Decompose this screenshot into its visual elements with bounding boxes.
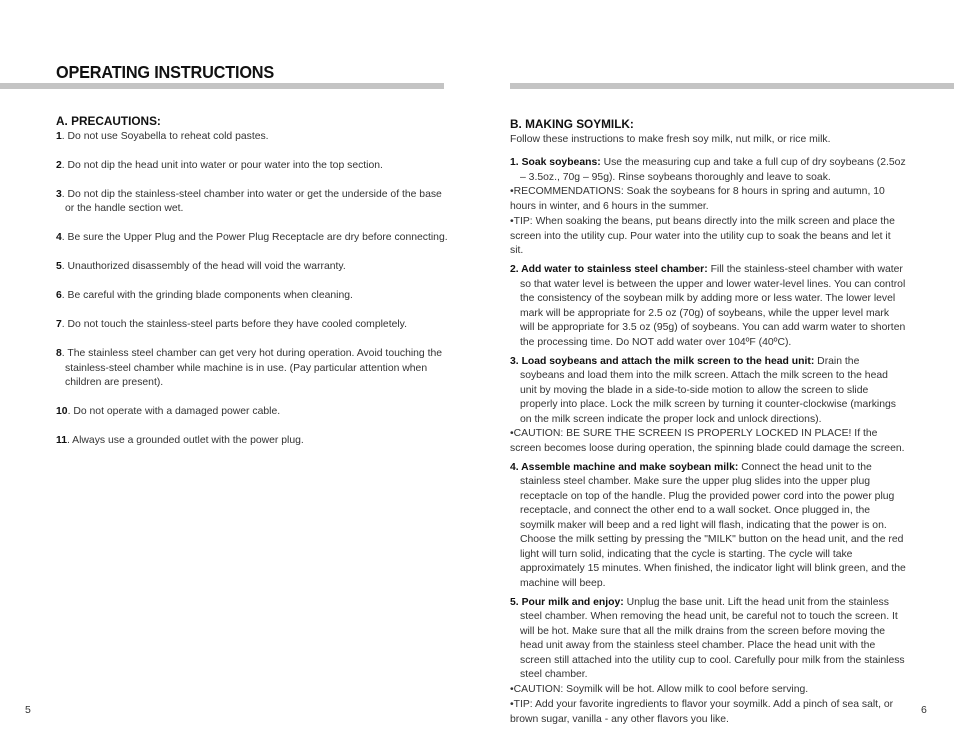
step-text: Connect the head unit to the stainless steel chamber. Make sure the upper plug slides into the upper plug receptacle on top of the handle. Plug the provided power cord into the power plug receptacle, and connect the other end to a wall socket. Once plugged in, the soymilk maker will beep and a red light will flash, indicating that the power is on. Choose the milk setting by pressing the "MILK" button on the head unit, and the red light will turn solid, indicating that the cycle is starting. The cycle will take approximately 15 minutes. When finished, the indicator light will blink green, and the machine will beep.	[520, 461, 906, 589]
precautions-heading: A. PRECAUTIONS:	[56, 114, 161, 128]
step-notes	[510, 683, 906, 728]
precaution-item	[56, 130, 448, 145]
precaution-text: . Do not dip the head unit into water or pour water into the top section.	[61, 159, 383, 171]
precaution-text: . Do not touch the stainless-steel parts before they have cooled completely.	[61, 319, 407, 330]
page-title: OPERATING INSTRUCTIONS	[56, 62, 275, 82]
step-number: 2.	[510, 264, 522, 275]
precaution-text: . Unauthorized disassembly of the head will void the warranty.	[61, 261, 346, 272]
precaution-item	[56, 289, 448, 304]
step-body	[510, 461, 906, 592]
precautions-section	[56, 114, 448, 463]
precaution-item	[56, 434, 448, 449]
step-text: Use the measuring cup and take a full cup of dry soybeans (2.5oz – 3.5oz., 70g – 95g). Rinse soybeans thoroughly and leave to soak.	[520, 157, 906, 183]
precaution-number: 1	[56, 130, 62, 142]
precaution-item	[56, 188, 448, 217]
soymilk-step	[510, 596, 906, 728]
precaution-number: 3	[56, 188, 62, 200]
precaution-number: 4	[56, 232, 62, 243]
precaution-item	[56, 260, 448, 275]
step-lead: Add water to stainless steel chamber:	[521, 264, 708, 275]
page-number-right: 6	[921, 704, 927, 716]
step-number: 4.	[510, 461, 522, 473]
title-divider-left	[0, 83, 444, 89]
precaution-number: 8	[56, 348, 62, 359]
title-divider-right	[510, 83, 954, 89]
precaution-item	[56, 159, 448, 174]
soymilk-section	[510, 117, 906, 732]
precautions-list	[56, 130, 448, 449]
step-body	[510, 156, 906, 185]
step-note: •TIP: Add your favorite ingredients to flavor your soymilk. Add a pinch of sea salt, or brown sugar, vanilla - any other flavors you like.	[510, 699, 894, 725]
precaution-item	[56, 405, 448, 420]
precaution-text: . Be careful with the grinding blade components when cleaning.	[61, 290, 353, 301]
step-body	[510, 596, 906, 683]
precaution-text: . Always use a grounded outlet with the power plug.	[66, 435, 304, 446]
precaution-text: . Do not operate with a damaged power cable.	[67, 406, 281, 417]
precaution-number: 11	[56, 435, 67, 446]
precaution-number: 2	[56, 159, 62, 171]
step-body	[510, 263, 906, 350]
precaution-text: . Do not dip the stainless-steel chamber into water or get the underside of the base or the handle section wet.	[61, 188, 442, 214]
step-text: Unplug the base unit. Lift the head unit from the stainless steel chamber. When removing the head unit, be careful not to touch the screen. It will be hot. Make sure that all the milk drains from the screen before moving the head unit away from the stainless steel chamber. Place the head unit with the screen still attached into the utility cup to cool. Carefully pour milk from the stainless steel chamber.	[520, 596, 905, 680]
precaution-item	[56, 318, 448, 333]
step-number: 1.	[510, 157, 522, 168]
step-text: Drain the soybeans and load them into the milk screen. Attach the milk screen to the head unit by moving the blade in a side-to-side motion to allow the screen to slide properly into place. Lock the milk screen by turning it counter-clockwise (markings on the milk screen indicate the proper lock and unlock directions).	[520, 355, 896, 425]
soymilk-intro: Follow these instructions to make fresh soy milk, nut milk, or rice milk.	[510, 133, 831, 145]
soymilk-step	[510, 461, 906, 592]
step-lead: Pour milk and enjoy:	[521, 596, 624, 608]
step-lead: Soak soybeans:	[521, 157, 601, 168]
precaution-item	[56, 347, 448, 391]
step-lead: Assemble machine and make soybean milk:	[521, 461, 739, 473]
step-notes	[510, 427, 906, 456]
step-note: •RECOMMENDATIONS: Soak the soybeans for 8 hours in spring and autumn, 10 hours in winter, and 6 hours in the summer.	[510, 186, 885, 212]
step-note: •CAUTION: BE SURE THE SCREEN IS PROPERLY LOCKED IN PLACE! If the screen becomes loose during operation, the spinning blade could damage the screen.	[510, 428, 905, 454]
step-note: •CAUTION: Soymilk will be hot. Allow milk to cool before serving.	[510, 683, 809, 695]
precaution-item	[56, 231, 448, 246]
page-number-left: 5	[25, 704, 31, 716]
soymilk-heading: B. MAKING SOYMILK:	[510, 117, 634, 131]
step-number: 3.	[510, 355, 522, 367]
step-lead: Load soybeans and attach the milk screen to the head unit:	[521, 355, 815, 367]
step-note: •TIP: When soaking the beans, put beans directly into the milk screen and place the screen into the utility cup. Pour water into the utility cup to soak the beans and let it sit.	[510, 216, 895, 256]
precaution-number: 7	[56, 319, 62, 330]
precaution-number: 6	[56, 290, 62, 301]
precaution-text: . The stainless steel chamber can get very hot during operation. Avoid touching the stainless-steel chamber while machine is in use. (Pay particular attention when children are present).	[61, 348, 443, 388]
step-body	[510, 355, 906, 428]
soymilk-step	[510, 156, 906, 259]
soymilk-steps	[510, 156, 906, 727]
step-notes	[510, 185, 906, 259]
precaution-number: 5	[56, 261, 62, 272]
step-text: Fill the stainless-steel chamber with water so that water level is between the upper and lower water-level lines. You can control the consistency of the soybean milk by adding more or less water. The lower level mark will be appropriate for 2.5 oz (70g) of soybeans, while the upper level mark will be appropriate for 3.5 oz (95g) of soybeans. You can add warm water to shorten the processing time. Do NOT add water over 104ºF (40ºC).	[520, 264, 906, 348]
soymilk-step	[510, 355, 906, 457]
precaution-text: . Do not use Soyabella to reheat cold pastes.	[61, 130, 269, 142]
precaution-number: 10	[56, 406, 68, 417]
soymilk-step	[510, 263, 906, 350]
step-number: 5.	[510, 596, 522, 608]
precaution-text: . Be sure the Upper Plug and the Power Plug Receptacle are dry before connecting.	[61, 232, 448, 243]
